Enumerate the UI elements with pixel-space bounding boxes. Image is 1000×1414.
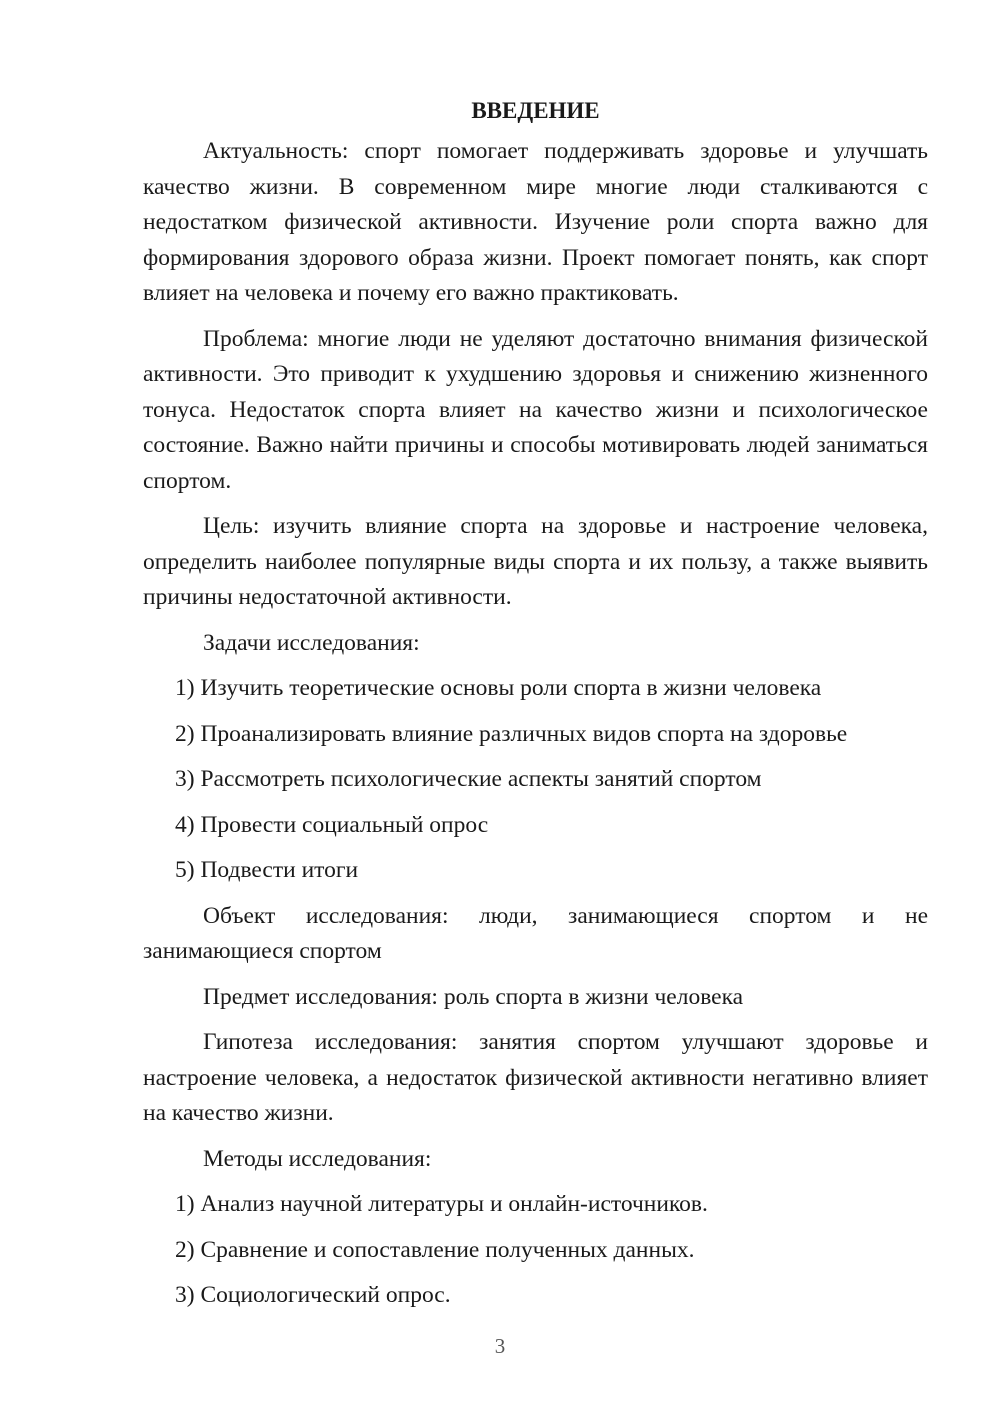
method-item: 2) Сравнение и сопоставление полученных данных. xyxy=(175,1236,695,1263)
task-item: 2) Проанализировать влияние различных видов спорта на здоровье xyxy=(175,720,848,747)
method-item: 3) Социологический опрос. xyxy=(175,1282,451,1308)
task-item: 1) Изучить теоретические основы роли спорта в жизни человека xyxy=(175,675,822,701)
task-item: 3) Рассмотреть психологические аспекты занятий спортом xyxy=(175,766,762,792)
problem-paragraph: Проблема: многие люди не уделяют достаточно внимания физической активности. Это приводит к ухудшению здоровья и снижению жизненного тонуса. Недостаток спорта влияет на качество жизни и психологическое состояние. Важно найти причины и способы мотивировать людей заниматься спортом. xyxy=(143,325,928,494)
relevance-paragraph: Актуальность: спорт помогает поддерживать здоровье и улучшать качество жизни. В современном мире многие люди сталкиваются с недостатком физической активности. Изучение роли спорта важно для формирования здорового образа жизни. Проект помогает понять, как спорт влияет на человека и почему его важно практиковать. xyxy=(143,138,928,306)
document-page xyxy=(143,94,928,1324)
method-item: 1) Анализ научной литературы и онлайн-источников. xyxy=(175,1191,708,1217)
goal-paragraph: Цель: изучить влияние спорта на здоровье и настроение человека, определить наиболее популярные виды спорта и их пользу, а также выявить причины недостаточной активности. xyxy=(143,513,928,610)
tasks-list xyxy=(143,671,928,889)
task-item: 4) Провести социальный опрос xyxy=(175,811,489,838)
section-title: ВВЕДЕНИЕ xyxy=(471,98,600,123)
hypothesis-paragraph: Гипотеза исследования: занятия спортом улучшают здоровье и настроение человека, а недостаток физической активности негативно влияет на качество жизни. xyxy=(143,1029,928,1126)
tasks-heading: Задачи исследования: xyxy=(203,629,420,656)
methods-list xyxy=(143,1187,928,1314)
subject-paragraph: Предмет исследования: роль спорта в жизни человека xyxy=(203,983,744,1010)
methods-heading: Методы исследования: xyxy=(203,1145,432,1172)
page-number: 3 xyxy=(494,1334,506,1358)
task-item: 5) Подвести итоги xyxy=(175,857,359,883)
object-paragraph: Объект исследования: люди, занимающиеся спортом и не занимающиеся спортом xyxy=(143,902,928,964)
